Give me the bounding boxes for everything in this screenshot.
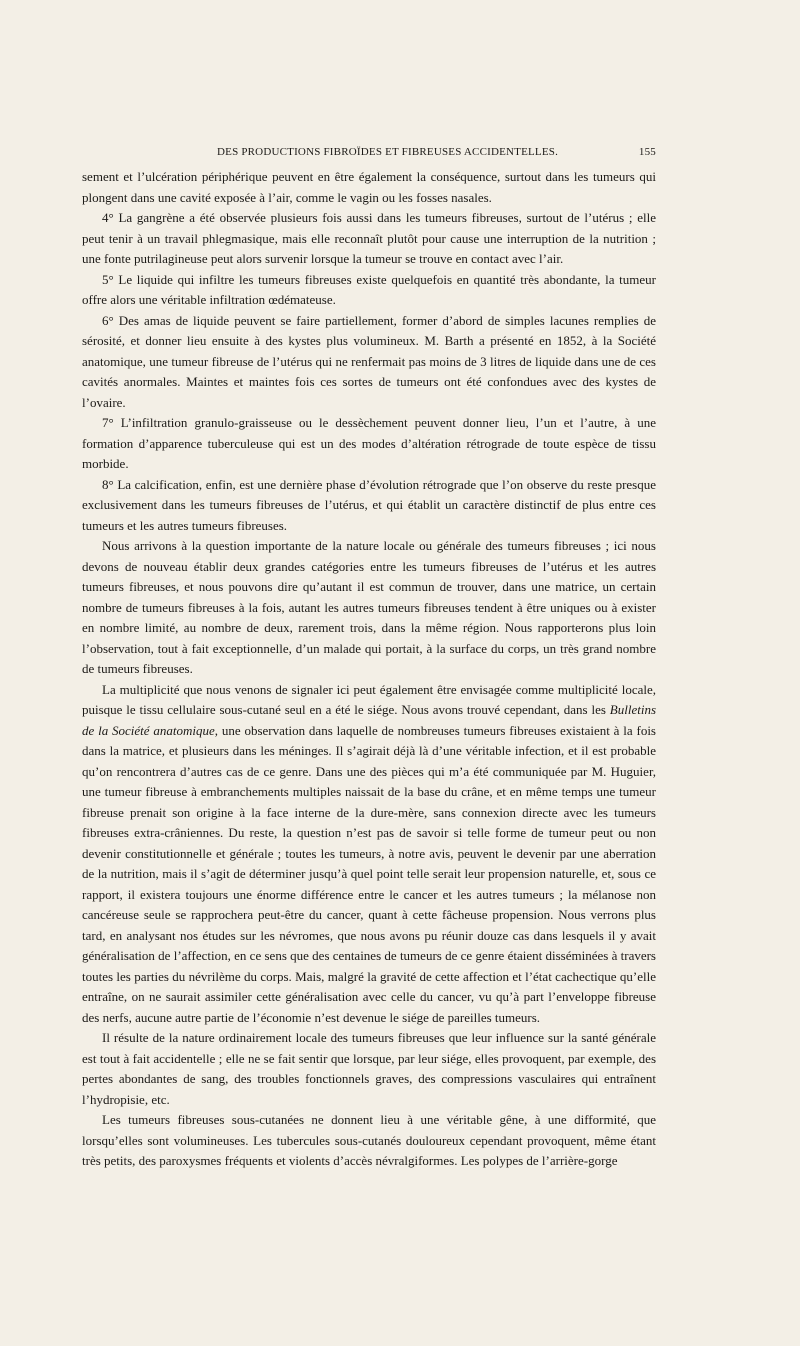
text-run: La multiplicité que nous venons de signaler ici peut également être envisagée comme multiplicité locale, puisque le tissu cellulaire sous-cutané seul en a été le siége. Nous avons trouvé cependant, dans les (82, 681, 656, 717)
journal-title: Bulletins de la Société anatomique (82, 702, 656, 738)
paragraph-infiltration: 7° L’infiltration granulo-graisseuse ou le dessèchement peuvent donner lieu, l’un et l’autre, à une formation d’apparence tuberculeuse qui est un des modes d’altération rétrograde de toute espèce de tissu morbide. (82, 415, 656, 471)
paragraph-sous-cutanees: Les tumeurs fibreuses sous-cutanées ne donnent lieu à une véritable gêne, à une difformité, que lorsqu’elles sont volumineuses. Les tubercules sous-cutanés douloureux cependant provoquent, même étant très petits, des paroxysmes fréquents et violents d’accès névralgiformes. Les polypes de l’arrière-gorge (82, 1112, 656, 1168)
paragraph-multiplicite (82, 680, 656, 1029)
paragraph-nature-locale: Nous arrivons à la question importante de la nature locale ou générale des tumeurs fibreuses ; ici nous devons de nouveau établir deux grandes catégories entre les tumeurs fibreuses de l’utérus et les autres tumeurs fibreuses, et nous pouvons dire qu’autant il est commun de trouver, dans une matrice, un certain nombre de tumeurs fibreuses à la fois, autant les autres tumeurs fibreuses tendent à être uniques ou à exister en nombre limité, au nombre de deux, rarement trois, dans la même région. Nous rapporterons plus loin l’observation, tout à fait exceptionnelle, d’un malade qui portait, à la surface du corps, un très grand nombre de tumeurs fibreuses. (82, 538, 656, 676)
paragraph-influence: Il résulte de la nature ordinairement locale des tumeurs fibreuses que leur influence sur la santé générale est tout à fait accidentelle ; elle ne se fait sentir que lorsque, par leur siége, elles provoquent, par exemple, des pertes abondantes de sang, des troubles fonctionnels graves, des compressions vasculaires qui entraînent l’hydropisie, etc. (82, 1030, 656, 1107)
paragraph-continuation: sement et l’ulcération périphérique peuvent en être également la conséquence, surtout dans les tumeurs qui plongent dans une cavité exposée à l’air, comme le vagin ou les fosses nasales. (82, 169, 656, 205)
page-body (82, 167, 656, 1172)
running-title: DES PRODUCTIONS FIBROÏDES ET FIBREUSES ACCIDENTELLES. (217, 146, 559, 158)
page-number: 155 (638, 146, 656, 158)
paragraph-gangrene: 4° La gangrène a été observée plusieurs fois aussi dans les tumeurs fibreuses, surtout de l’utérus ; elle peut tenir à un travail phlegmasique, mais elle reconnaît plutôt pour cause une interruption de la nutrition ; une fonte putrilagineuse peut alors survenir lorsque la tumeur se trouve en contact avec l’air. (82, 210, 656, 266)
text-run: , une observation dans laquelle de nombreuses tumeurs fibreuses existaient à la fois dans la matrice, et plusieurs dans les méninges. Il s’agirait déjà là d’une véritable infection, et il est probable qu’on rencontrera d’autres cas de ce genre. Dans une des pièces qui m’a été communiquée par M. Huguier, une tumeur fibreuse à embranchements multiples naissait de la base du crâne, et en même temps une tumeur fibreuse prenait son origine à la face interne de la dure-mère, sans connexion directe avec les tumeurs fibreuses extra-crâniennes. Du reste, la question n’est pas de savoir si telle forme de tumeur peut ou non devenir constitutionnelle et générale ; toutes les tumeurs, à notre avis, peuvent le devenir par une aberration de la nutrition, mais il s’agit de déterminer jusqu’à quel point telle serait leur propension naturelle, et, sous ce rapport, il existera toujours une énorme différence entre le cancer et les autres tumeurs ; la mélanose non cancéreuse seule se rapprochera peut-être du cancer, quant à cette fâcheuse propension. Nous verrons plus tard, en analysant nos études sur les névromes, que nous avons pu réunir douze cas dans lesquels il y avait généralisation de l’affection, en ce sens que des centaines de tumeurs de ce genre étaient disséminées à travers toutes les parties du névrilème du corps. Mais, malgré la gravité de cette affection et l’état cachectique qu’elle entraîne, on ne saurait assimiler cette généralisation avec celle du cancer, vu qu’à part l’enveloppe fibreuse des nerfs, aucune autre partie de l’économie n’est devenue le siége de pareilles tumeurs. (82, 722, 656, 1025)
paragraph-liquide: 5° Le liquide qui infiltre les tumeurs fibreuses existe quelquefois en quantité très abondante, la tumeur offre alors une véritable infiltration œdémateuse. (82, 271, 656, 307)
paragraph-calcification: 8° La calcification, enfin, est une dernière phase d’évolution rétrograde que l’on observe du reste presque exclusivement dans les tumeurs fibreuses de l’utérus, et qui établit un caractère distinctif de plus entre ces tumeurs et les autres tumeurs fibreuses. (82, 476, 656, 533)
paragraph-kystes: 6° Des amas de liquide peuvent se faire partiellement, former d’abord de simples lacunes remplies de sérosité, et donner lieu ensuite à des kystes plus volumineux. M. Barth a présenté en 1852, à la Société anatomique, une tumeur fibreuse de l’utérus qui ne renfermait pas moins de 3 litres de liquide dans une de ces cavités anormales. Maintes et maintes fois ces sortes de tumeurs ont été confondues avec des kystes de l’ovaire. (82, 312, 656, 410)
